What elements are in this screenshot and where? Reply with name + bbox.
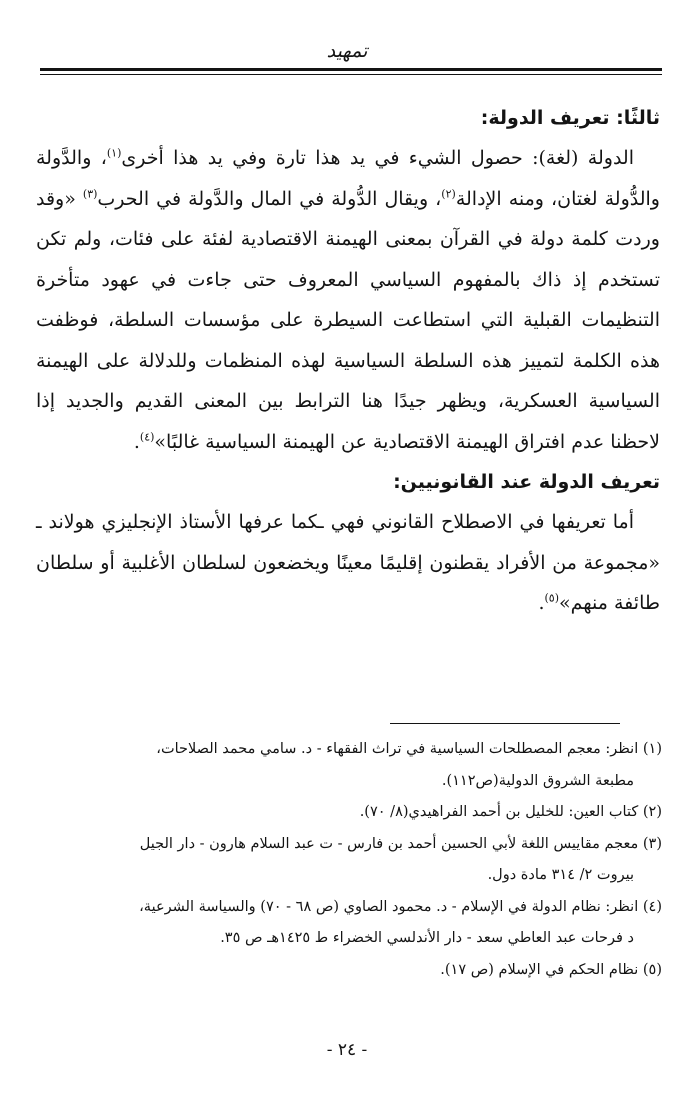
paragraph-text: الدولة (لغة): حصول الشيء في يد هذا تارة وفي يد هذا أخرى [121, 147, 634, 169]
header-rule-thick [40, 68, 662, 71]
body-text [36, 98, 660, 624]
header-rule-thin [40, 74, 662, 75]
footnote-text: نظام الحكم في الإسلام (ص ١٧). [440, 961, 639, 978]
page-number: - ٢٤ - [326, 1040, 368, 1060]
footnote-number: (٥) [642, 961, 662, 978]
paragraph-text: «وقد وردت كلمة دولة في القرآن بمعنى الهيمنة الاقتصادية لفئة على فئات، ولم تكن تستخدم إذ ذاك بالمفهوم السياسي المعروف حتى جاءت في عهود متأخرة التنظيمات القبلية التي استطاعت السيطرة على مؤسسات السلطة، فوظفت هذه الكلمة لتمييز هذه السلطة السياسية لهذه المنظمات وللدلالة على الهيمنة السياسية العسكرية، ويظهر جيدًا هنا الترابط بين المعنى القديم والجديد إذا لاحظنا عدم افتراق الهيمنة الاقتصادية عن الهيمنة السياسية غالبًا» [36, 187, 660, 453]
section-heading-state-definition: ثالثًا: تعريف الدولة: [480, 107, 660, 129]
footnote-number: (١) [642, 741, 662, 757]
paragraph-text: . [133, 430, 140, 453]
paragraph-legal-definition [36, 502, 660, 624]
footnote-ref-5: (٥) [544, 591, 560, 605]
paragraph-text: . [538, 592, 545, 614]
footnote-number: (٣) [642, 835, 662, 852]
footnote-text: كتاب العين: للخليل بن أحمد الفراهيدي(٨/ ٧٠). [359, 804, 639, 820]
paragraph-text: أما تعريفها في الاصطلاح القانوني فهي ـكما عرفها الأستاذ الإنجليزي هولاند ـ «مجموعة من الأفراد يقطنون إقليمًا معينًا ويخضعون لسلطان الأغلبية أو سلطان طائفة منهم» [36, 511, 660, 614]
footnote-number: (٢) [642, 804, 662, 820]
footnote-text: معجم مقاييس اللغة لأبي الحسين أحمد بن فارس - ت عبد السلام هارون - دار الجيل [139, 835, 639, 852]
footnote-text-continued: بيروت ٢/ ٣١٤ مادة دول. [487, 867, 634, 883]
footnote-text: انظر: معجم المصطلحات السياسية في تراث الفقهاء - د. سامي محمد الصلاحات، [156, 741, 639, 757]
paragraph-text: ، ويقال الدُّولة في المال والدَّولة في الحرب [97, 187, 442, 210]
footnote-number: (٤) [642, 898, 662, 915]
paragraph-text: ، والدَّولة والدُّولة لغتان، ومنه الإدالة [36, 147, 660, 210]
footnote-ref-2: (٢) [441, 187, 456, 201]
footnote-text-continued: د فرحات عبد العاطي سعد - دار الأندلسي الخضراء ط ١٤٢٥هـ ص ٣٥. [220, 930, 634, 946]
footnote-4 [38, 892, 662, 955]
footnote-5 [38, 955, 662, 987]
footnote-ref-4: (٤) [139, 430, 155, 444]
footnote-ref-3: (٣) [82, 187, 98, 201]
footnote-text: انظر: نظام الدولة في الإسلام - د. محمود الصاوي (ص ٦٨ - ٧٠) والسياسة الشرعية، [139, 898, 639, 915]
paragraph-linguistic-definition [36, 138, 660, 462]
footnote-3 [38, 829, 662, 892]
footnote-text-continued: مطبعة الشروق الدولية(ص١١٢). [441, 772, 634, 789]
footnote-1 [38, 734, 662, 797]
running-header-title: تمهيد [326, 40, 368, 62]
footnote-separator [390, 723, 620, 724]
footnotes [38, 734, 662, 986]
footnote-ref-1: (١) [106, 146, 122, 160]
footnote-2 [38, 797, 662, 829]
section-heading-legal-definition: تعريف الدولة عند القانونيين: [393, 471, 660, 493]
